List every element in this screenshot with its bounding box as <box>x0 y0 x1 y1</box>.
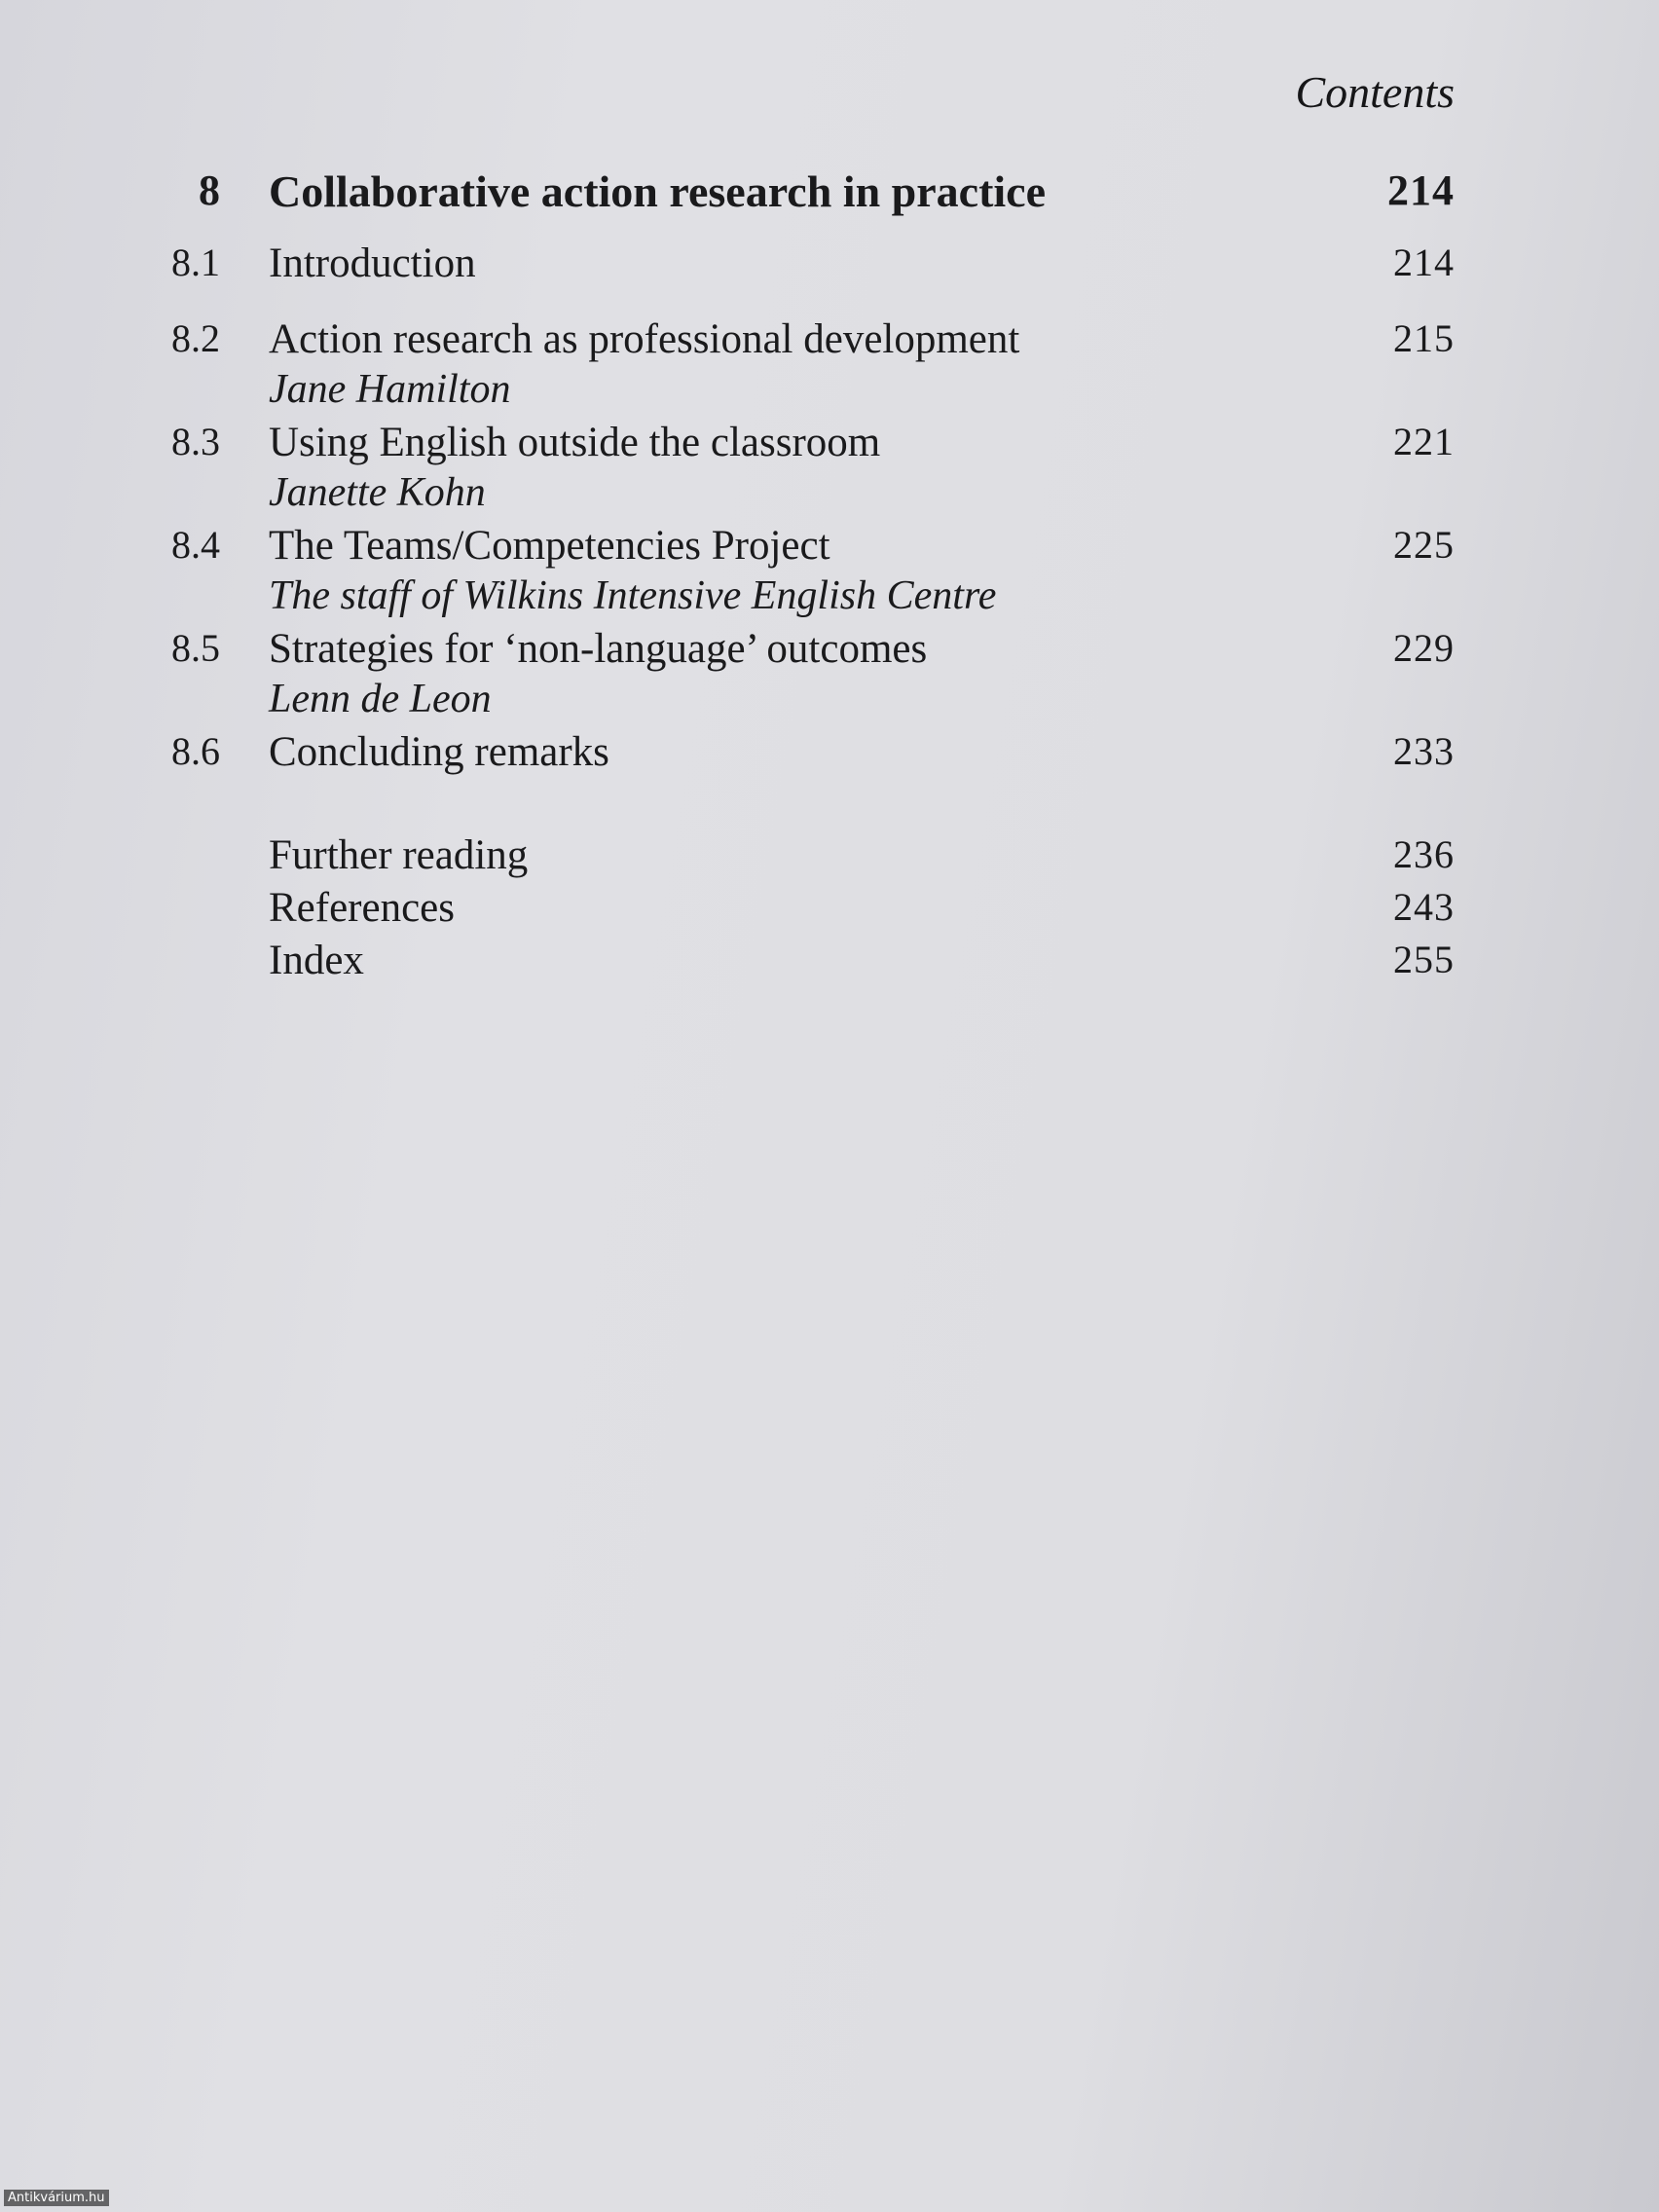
toc-entry-index <box>0 937 1659 991</box>
back-matter-page: 255 <box>1393 938 1455 981</box>
chapter-number: 8 <box>199 166 220 214</box>
table-of-contents <box>0 166 1659 983</box>
section-title: Introduction <box>269 240 476 286</box>
section-page: 225 <box>1393 523 1455 567</box>
back-matter-title: Index <box>269 938 364 983</box>
section-number: 8.2 <box>171 316 220 360</box>
chapter-page: 214 <box>1387 166 1455 214</box>
chapter-entry <box>0 166 1659 220</box>
section-number: 8.5 <box>171 626 220 670</box>
back-matter-page: 236 <box>1393 832 1455 876</box>
toc-entry-8-3 <box>0 419 1659 515</box>
toc-entry-8-6 <box>0 728 1659 783</box>
section-author: Janette Kohn <box>269 470 486 515</box>
watermark: Antikvárium.hu <box>4 2190 109 2206</box>
back-matter-page: 243 <box>1393 885 1455 929</box>
toc-entry-8-2 <box>0 315 1659 412</box>
toc-entry-references <box>0 884 1659 939</box>
section-page: 233 <box>1393 729 1455 773</box>
section-author: Lenn de Leon <box>269 677 492 721</box>
section-title: The Teams/Competencies Project <box>269 523 830 569</box>
section-number: 8.4 <box>171 523 220 567</box>
section-author: Jane Hamilton <box>269 367 511 412</box>
section-number: 8.3 <box>171 420 220 463</box>
section-author: The staff of Wilkins Intensive English Centre <box>269 573 997 618</box>
back-matter-title: References <box>269 885 455 931</box>
chapter-title: Collaborative action research in practice <box>269 166 1047 216</box>
section-page: 215 <box>1393 316 1455 360</box>
toc-entry-8-4 <box>0 522 1659 618</box>
back-matter-title: Further reading <box>269 832 529 878</box>
section-number: 8.1 <box>171 240 220 284</box>
section-title: Using English outside the classroom <box>269 420 881 465</box>
toc-entry-8-1 <box>0 240 1659 294</box>
section-title: Action research as professional development <box>269 316 1020 362</box>
section-page: 221 <box>1393 420 1455 463</box>
section-page: 214 <box>1393 240 1455 284</box>
running-head: Contents <box>1295 67 1455 117</box>
section-title: Strategies for ‘non-language’ outcomes <box>269 626 928 672</box>
section-number: 8.6 <box>171 729 220 773</box>
section-title: Concluding remarks <box>269 729 609 775</box>
toc-entry-further-reading <box>0 831 1659 886</box>
toc-entry-8-5 <box>0 625 1659 721</box>
section-page: 229 <box>1393 626 1455 670</box>
